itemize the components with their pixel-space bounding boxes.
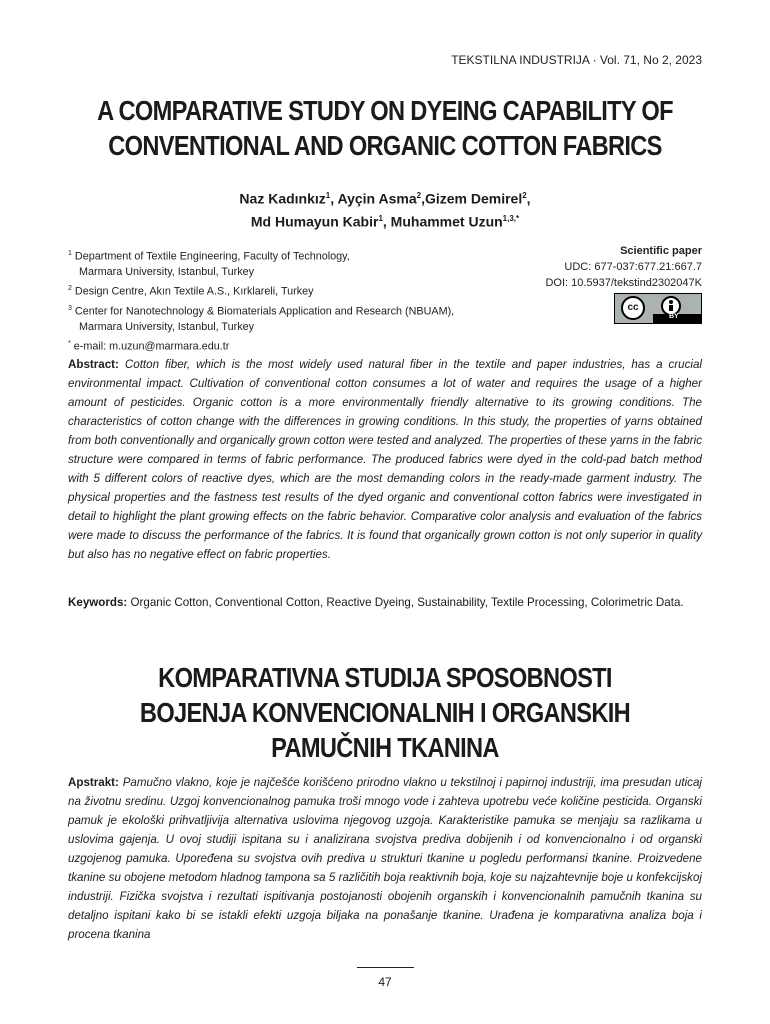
abstract-text: Pamučno vlakno, koje je najčešće korišćeno prirodno vlakno u tekstilnoj i papirnoj industriji, ima presudan uticaj na životnu sredinu. Uzgoj konvencionalnog pamuka troši mnogo vode i zahteva upotrebu veće količine pesticida. Organski pamuk je ekološki prihvatljivija alternativa uslovima njegovog uzgoja. Karakteristike pamuka se menjaju sa razlikama u uslovima gajenja. U ovoj studiji ispitana su i analizirana svojstva prediva dobijenih i od konvencionalno i od organski uzgojenog pamuka. Upoređena su svojstva ovih prediva u strukturi tkanine u pogledu performansi tkanine. Proizvedene tkanine su obojene metodom hladnog tampona sa 5 različitih boja reaktivnih boja, koje su najzahtevnije boje u konfekcijskoj industriji. Fizička svojstva i rezultati ispitivanja postojanosti obojenih organskih i konvencionalnih pamučnih tkanina su detaljno ispitani kako bi se istakli efekti uzgoja biljaka na ponašanje tkanine. Urađena je komparativna analiza boja i procena tkanina xyxy=(68,776,702,941)
abstract-label: Abstract: xyxy=(68,358,119,371)
abstract-serbian xyxy=(68,773,702,944)
udc-code: UDC: 677-037:677.21:667.7 xyxy=(564,260,702,273)
author-name: Md Humayun Kabir xyxy=(250,213,379,230)
journal-header: TEKSTILNA INDUSTRIJA · Vol. 71, No 2, 2023 xyxy=(451,53,702,67)
affiliation-1-cont: Marmara University, Istanbul, Turkey xyxy=(79,266,255,279)
cc-by-label: BY xyxy=(669,313,679,320)
author-affil-mark: 1,3,* xyxy=(502,213,520,223)
corresponding-email xyxy=(68,336,538,355)
title-line: CONVENTIONAL AND ORGANIC COTTON FABRICS xyxy=(108,130,662,161)
author-name: Gizem Demirel xyxy=(424,190,523,207)
title-line: BOJENJA KONVENCIONALNIH I ORGANSKIH xyxy=(139,697,631,728)
keywords-text: Organic Cotton, Conventional Cotton, Reactive Dyeing, Sustainability, Textile Processing, Colorimetric Data. xyxy=(130,596,684,609)
title-line: PAMUČNIH TKANINA xyxy=(271,732,499,763)
abstract-label: Apstrakt: xyxy=(68,776,119,789)
author-affil-mark: 2 xyxy=(522,191,527,200)
article-title-serbian xyxy=(88,660,681,765)
affil-mark: 2 xyxy=(68,285,72,293)
keywords-label: Keywords: xyxy=(68,596,128,609)
affil-text: Department of Textile Engineering, Faculty of Technology, xyxy=(74,250,350,263)
title-line: A COMPARATIVE STUDY ON DYEING CAPABILITY OF xyxy=(97,95,673,126)
author-name: Naz Kadınkız xyxy=(239,190,326,207)
affil-text: Center for Nanotechnology & Biomaterials Application and Research (NBUAM), xyxy=(74,305,455,318)
author-separator: , xyxy=(421,190,425,207)
author-line xyxy=(0,209,770,232)
author-separator: , xyxy=(330,190,338,207)
cc-icon: cc xyxy=(621,296,645,320)
author-separator: , xyxy=(526,190,531,207)
abstract-text: Cotton fiber, which is the most widely used natural fiber in the textile and paper industries, has a crucial environmental impact. Cultivation of conventional cotton consumes a lot of water and requires the usage of a higher amount of pesticides. Organic cotton is a more environmentally friendly alternative to its growing conditions. The characteristics of cotton change with the differences in growing conditions. In this study, the properties of yarns obtained from both conventionally and organically grown cotton were tested and analyzed. The properties of these yarns in the fabric structure were compared in terms of fabric performance. The produced fabrics were dyed in the cold-pad batch method with 5 different colors of reactive dyes, which are the most demanding colors in the ready-made garment industry. The physical properties and the fastness test results of the dyed organic and conventional cotton fabrics were investigated in detail to highlight the plant growing effects on the fabric behavior. Comparative color analysis and evaluation of the fabrics were made to discuss the performance of the fabrics. It is found that organically grown cotton is not only superior in quality but also has no negative effect on fabric properties. xyxy=(68,358,702,561)
author-name: Muhammet Uzun xyxy=(390,213,503,230)
abstract-english xyxy=(68,355,702,564)
affiliation-2 xyxy=(68,281,538,300)
article-title-english xyxy=(88,93,681,163)
paper-info xyxy=(545,244,702,291)
affil-text: Design Centre, Akın Textile A.S., Kırklareli, Turkey xyxy=(74,285,314,298)
affil-mark: 1 xyxy=(68,250,72,257)
paper-type: Scientific paper xyxy=(620,245,702,257)
affil-mark: 3 xyxy=(68,304,72,312)
cc-by-strip xyxy=(653,314,701,323)
cc-license-badge[interactable] xyxy=(614,293,702,324)
affiliation-3-cont: Marmara University, Istanbul, Turkey xyxy=(79,320,255,333)
author-list xyxy=(0,186,770,231)
doi: DOI: 10.5937/tekstind2302047K xyxy=(545,276,702,289)
affiliations xyxy=(68,246,538,355)
affiliation-1 xyxy=(68,246,538,265)
affiliation-3 xyxy=(68,301,538,320)
author-affil-mark: 1 xyxy=(325,191,331,200)
author-affil-mark: 1 xyxy=(378,213,383,223)
author-line xyxy=(0,186,770,209)
author-name: Ayçin Asma xyxy=(337,190,417,207)
keywords xyxy=(68,593,702,612)
footer-divider xyxy=(357,967,414,968)
affil-mark: * xyxy=(68,339,71,347)
author-affil-mark: 2 xyxy=(416,191,422,200)
email-text: e-mail: m.uzun@marmara.edu.tr xyxy=(73,340,230,353)
author-separator: , xyxy=(382,213,391,230)
page-number: 47 xyxy=(378,975,392,989)
title-line: KOMPARATIVNA STUDIJA SPOSOBNOSTI xyxy=(158,662,612,693)
